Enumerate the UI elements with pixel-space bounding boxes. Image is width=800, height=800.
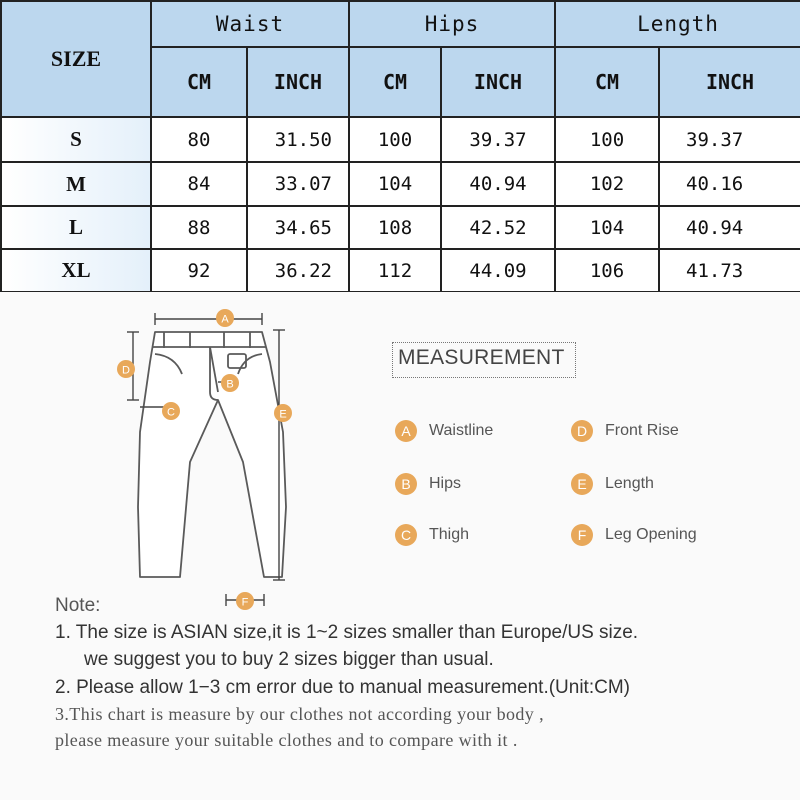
legend-item-waistline [395, 420, 493, 442]
legend-label: Thigh [429, 526, 470, 543]
legend-marker-b: B [395, 473, 417, 495]
table-row [1, 117, 800, 162]
table-cell: 104 [349, 162, 441, 206]
table-row [1, 162, 800, 206]
note-line-2: 2. Please allow 1−3 cm error due to manual measurement.(Unit:CM) [55, 677, 630, 698]
legend-item-front-rise [571, 420, 679, 442]
table-cell: 80 [151, 117, 247, 162]
legend-marker-c: C [395, 524, 417, 546]
pants-diagram [0, 292, 800, 612]
marker-e [274, 404, 292, 422]
marker-a-label: A [221, 313, 229, 326]
size-chart-table [0, 0, 800, 293]
legend-label: Length [605, 475, 654, 492]
hips-header: Hips [349, 1, 555, 47]
marker-b [221, 374, 239, 392]
size-header: SIZE [1, 1, 151, 117]
table-row [1, 249, 800, 292]
waist-header: Waist [151, 1, 349, 47]
note-line-3: 3.This chart is measure by our clothes not according your body , [55, 704, 544, 724]
measurement-title: MEASUREMENT [398, 346, 565, 369]
pants-outline [138, 332, 286, 577]
table-cell: 84 [151, 162, 247, 206]
unit-header-waist-cm: CM [151, 47, 247, 117]
note-line-1: 1. The size is ASIAN size,it is 1~2 sizes smaller than Europe/US size. [55, 622, 639, 643]
table-cell: 88 [151, 206, 247, 249]
table-cell: 112 [349, 249, 441, 292]
table-cell: 39.37 [441, 117, 555, 162]
table-cell: 31.50 [247, 117, 349, 162]
legend-label: Waistline [429, 422, 494, 439]
table-cell: 44.09 [441, 249, 555, 292]
note-line-1-continued: we suggest you to buy 2 sizes bigger than usual. [84, 649, 494, 670]
table-cell: 39.37 [659, 117, 800, 162]
size-cell: S [1, 117, 151, 162]
table-cell: 100 [555, 117, 659, 162]
table-cell: 100 [349, 117, 441, 162]
table-cell: 40.94 [441, 162, 555, 206]
table-cell: 34.65 [247, 206, 349, 249]
marker-c [162, 402, 180, 420]
note-title: Note: [55, 595, 101, 616]
table-cell: 36.22 [247, 249, 349, 292]
size-cell: L [1, 206, 151, 249]
unit-header-length-cm: CM [555, 47, 659, 117]
marker-f [236, 592, 254, 610]
marker-c-label: C [167, 406, 175, 419]
legend-item-leg-opening [571, 524, 697, 546]
legend-label: Hips [429, 475, 462, 492]
marker-f-label: F [241, 596, 249, 609]
marker-d [117, 360, 135, 378]
table-cell: 41.73 [659, 249, 800, 292]
legend-item-length [571, 473, 654, 495]
table-cell: 102 [555, 162, 659, 206]
table-cell: 40.16 [659, 162, 800, 206]
table-cell: 104 [555, 206, 659, 249]
table-cell: 40.94 [659, 206, 800, 249]
legend-marker-e: E [571, 473, 593, 495]
legend-marker-a: A [395, 420, 417, 442]
table-cell: 108 [349, 206, 441, 249]
size-cell: M [1, 162, 151, 206]
unit-header-hips-inch: INCH [441, 47, 555, 117]
legend-marker-f: F [571, 524, 593, 546]
unit-header-length-inch: INCH [659, 47, 800, 117]
unit-header-waist-inch: INCH [247, 47, 349, 117]
marker-a [216, 309, 234, 327]
legend-marker-d: D [571, 420, 593, 442]
length-header: Length [555, 1, 800, 47]
marker-b-label: B [226, 378, 234, 391]
size-cell: XL [1, 249, 151, 292]
marker-d-label: D [122, 364, 130, 377]
legend-item-thigh [395, 524, 469, 546]
marker-e-label: E [279, 408, 287, 421]
table-cell: 42.52 [441, 206, 555, 249]
note-line-3-continued: please measure your suitable clothes and to compare with it . [55, 730, 518, 750]
unit-header-hips-cm: CM [349, 47, 441, 117]
table-cell: 92 [151, 249, 247, 292]
legend-item-hips [395, 473, 461, 495]
table-cell: 106 [555, 249, 659, 292]
table-row [1, 206, 800, 249]
table-cell: 33.07 [247, 162, 349, 206]
legend-label: Leg Opening [605, 526, 697, 543]
legend-label: Front Rise [605, 422, 679, 439]
